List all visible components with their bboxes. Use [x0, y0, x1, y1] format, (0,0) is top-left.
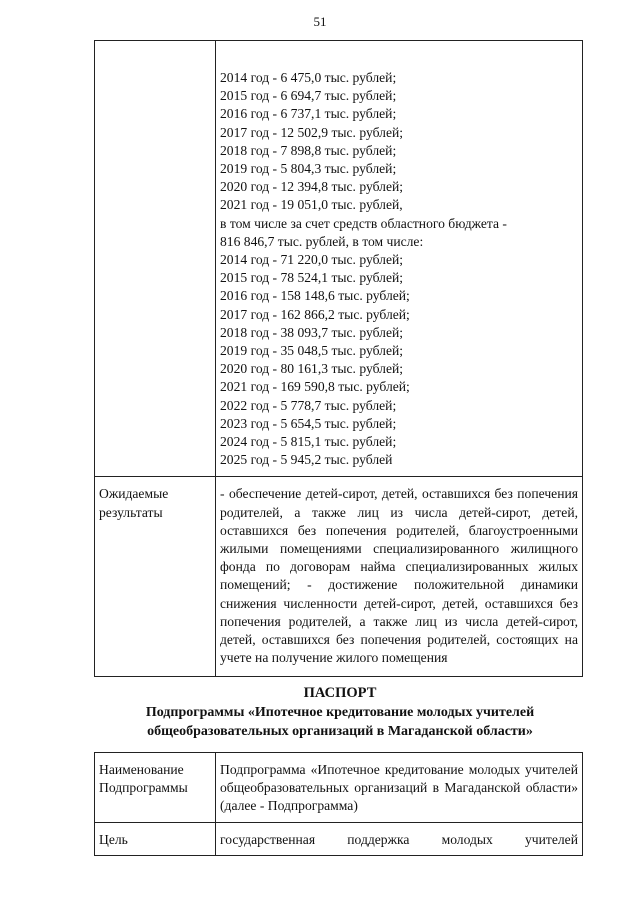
funding-line: 2016 год - 158 148,6 тыс. рублей;	[220, 288, 410, 304]
funding-line: 2023 год - 5 654,5 тыс. рублей;	[220, 415, 397, 431]
label-cell-empty	[95, 41, 216, 477]
subprogram-name-value: Подпрограмма «Ипотечное кредитование молодых учителей общеобразовательных организаций в Магаданской области» (далее - Подпрограмма)	[216, 753, 583, 823]
funding-cell	[216, 41, 583, 477]
funding-line: 2024 год - 5 815,1 тыс. рублей;	[220, 434, 397, 450]
table-row	[95, 753, 583, 823]
funding-line: в том числе за счет средств областного бюджета -	[220, 215, 507, 231]
passport-subtitle-line-1: Подпрограммы «Ипотечное кредитование молодых учителей	[145, 705, 535, 720]
funding-line: 2018 год - 7 898,8 тыс. рублей;	[220, 142, 397, 158]
funding-line: 2017 год - 162 866,2 тыс. рублей;	[220, 306, 410, 322]
funding-line: 2018 год - 38 093,7 тыс. рублей;	[220, 324, 404, 340]
expected-results-label: Ожидаемые результаты	[95, 477, 216, 676]
table-row	[95, 41, 583, 477]
subprogram-passport-table	[94, 752, 583, 856]
funding-line: 816 846,7 тыс. рублей, в том числе:	[220, 233, 424, 249]
passport-subtitle-line-2: общеобразовательных организаций в Магаданской области»	[147, 724, 533, 739]
subprogram-goal-value: государственная поддержка молодых учителей	[216, 822, 583, 855]
funding-line: 2016 год - 6 737,1 тыс. рублей;	[220, 106, 397, 122]
funding-line: 2014 год - 6 475,0 тыс. рублей;	[220, 70, 397, 85]
funding-line: 2021 год - 169 590,8 тыс. рублей;	[220, 379, 410, 395]
table-row	[95, 477, 583, 676]
funding-line: 2020 год - 12 394,8 тыс. рублей;	[220, 179, 404, 195]
funding-line: 2020 год - 80 161,3 тыс. рублей;	[220, 361, 404, 377]
passport-title: ПАСПОРТ	[303, 685, 377, 701]
funding-line: 2022 год - 5 778,7 тыс. рублей;	[220, 397, 397, 413]
funding-line: 2014 год - 71 220,0 тыс. рублей;	[220, 252, 404, 268]
program-passport-table	[94, 40, 583, 677]
table-row	[95, 822, 583, 855]
page-number: 51	[313, 14, 327, 29]
subprogram-name-label: Наименование Подпрограммы	[95, 753, 216, 823]
funding-line: 2017 год - 12 502,9 тыс. рублей;	[220, 124, 404, 140]
funding-line: 2015 год - 6 694,7 тыс. рублей;	[220, 88, 397, 104]
funding-line: 2021 год - 19 051,0 тыс. рублей,	[220, 197, 403, 213]
expected-results-text: - обеспечение детей-сирот, детей, оставшихся без попечения родителей, а также лиц из числа детей-сирот, детей, оставшихся без попечения родителей, благоустроенными жилыми помещениями специализированного жилищного фонда по договорам найма специализированных жилых помещений; - достижение положительной динамики снижения численности детей-сирот, детей, оставшихся без попечения родителей, а также лиц из числа детей-сирот, детей, оставшихся без попечения родителей, состоящих на учете на получение жилого помещения	[216, 477, 583, 676]
passport-heading	[70, 684, 610, 741]
subprogram-goal-label: Цель	[95, 822, 216, 855]
funding-line: 2015 год - 78 524,1 тыс. рублей;	[220, 270, 404, 286]
funding-line: 2025 год - 5 945,2 тыс. рублей	[220, 452, 393, 468]
funding-line: 2019 год - 35 048,5 тыс. рублей;	[220, 343, 404, 359]
funding-line: 2019 год - 5 804,3 тыс. рублей;	[220, 161, 397, 177]
